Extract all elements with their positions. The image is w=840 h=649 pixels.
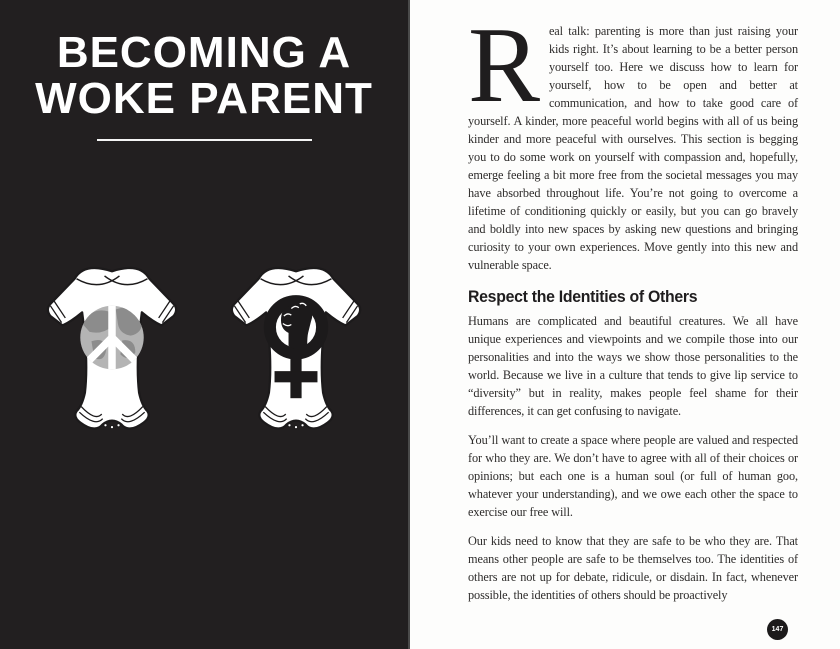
- page-number: 147: [771, 626, 784, 633]
- snap: [288, 424, 291, 427]
- paragraph: Humans are complicated and beautiful creatures. We all have unique experiences and viewpoints and we compile those into our personalities and into the ways we show those personalities to the world. Because we live in a culture that tends to give lip service to “diversity” but in reality, makes people feel shame for their differences, it can get confusing to navigate.: [468, 314, 798, 418]
- snap: [117, 424, 120, 427]
- chapter-title-line2: WOKE PARENT: [35, 74, 373, 123]
- chapter-opener-page: [0, 0, 410, 649]
- title-divider-rule: [97, 139, 312, 141]
- snap: [110, 426, 113, 429]
- chapter-title-line1: BECOMING A: [56, 28, 352, 77]
- snap: [104, 424, 107, 427]
- onesie-illustrations: [0, 247, 408, 443]
- page-number-badge: [767, 619, 788, 640]
- drop-cap: R: [468, 6, 540, 125]
- snap: [294, 426, 297, 429]
- body-text-page: [410, 0, 840, 649]
- paragraph: Our kids need to know that they are safe to be who they are. That means other people are safe to be themselves too. The identities of others are not up for debate, ridicule, or disdain. In fact, whenever possible, the identities of others should be proactively: [468, 534, 798, 602]
- onesie-feminist-fist-illustration: [221, 247, 371, 443]
- opening-paragraph-text: eal talk: parenting is more than just raising your kids right. It’s about learning to be a better person yourself too. Here we discuss how to learn for yourself, how to be open and better at communication, and how to take good care of yourself. A kinder, more peaceful world begins with all of us being kinder and more peaceful with ourselves. This section is begging you to do some work on yourself with compassion and, hopefully, emerge feeling a bit more free from the societal messages you may have absorbed throughout life. You’re not going to overcome a lifetime of conditioning quickly or easily, but you can go bravely and boldly into new spaces by asking new questions and bringing curiosity to your own experiences. Move gently into this new and vulnerable space.: [468, 24, 798, 272]
- snap: [301, 424, 304, 427]
- paragraph: You’ll want to create a space where people are valued and respected for who they are. We don’t have to agree with all of their choices or opinions; but each one is a human soul (or full of human goo, whatever your understanding), and we owe each other the space to exercise our free will.: [468, 433, 798, 519]
- chapter-title: [0, 30, 408, 122]
- section-heading: Respect the Identities of Others: [468, 288, 698, 306]
- opening-paragraph: [468, 6, 798, 274]
- onesie-peace-globe-illustration: [37, 247, 187, 443]
- peace-globe-icon: [80, 306, 143, 369]
